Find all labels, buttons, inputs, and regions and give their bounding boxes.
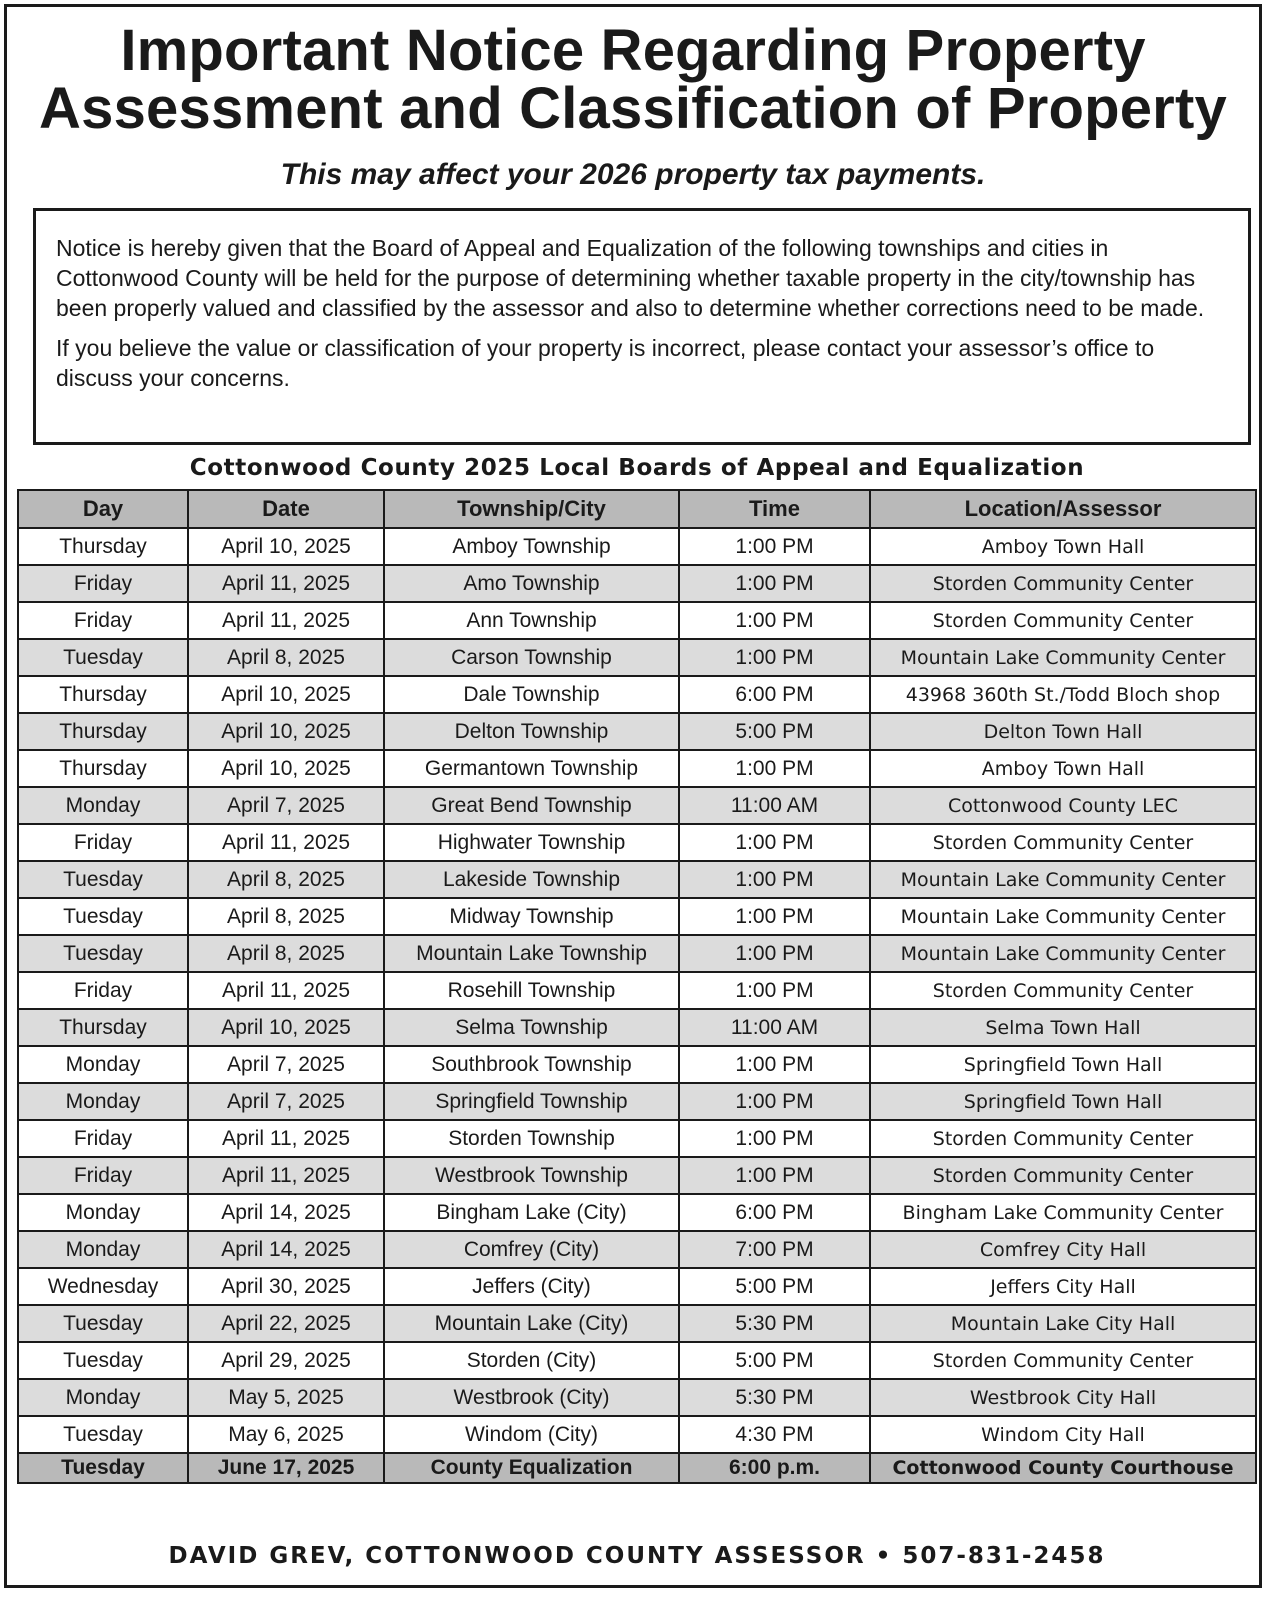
cell-township-city: Dale Township (384, 676, 679, 713)
cell-date: April 10, 2025 (188, 528, 384, 565)
cell-day: Monday (18, 1083, 188, 1120)
cell-township-city: Westbrook (City) (384, 1379, 679, 1416)
cell-township-city: Storden (City) (384, 1342, 679, 1379)
cell-township-city: Amo Township (384, 565, 679, 602)
title-line-2: Assessment and Classification of Property (39, 76, 1227, 141)
cell-township-city: Mountain Lake Township (384, 935, 679, 972)
cell-date: April 8, 2025 (188, 935, 384, 972)
table-row (18, 713, 1256, 750)
cell-location: Storden Community Center (870, 1120, 1256, 1157)
cell-township-city: Springfield Township (384, 1083, 679, 1120)
cell-date: April 11, 2025 (188, 824, 384, 861)
cell-time: 5:30 PM (679, 1379, 870, 1416)
table-row (18, 528, 1256, 565)
cell-location: Storden Community Center (870, 1157, 1256, 1194)
table-row (18, 1120, 1256, 1157)
cell-location: Mountain Lake Community Center (870, 639, 1256, 676)
cell-day: Monday (18, 1046, 188, 1083)
cell-time: 1:00 PM (679, 1120, 870, 1157)
header-location: Location/Assessor (870, 490, 1256, 528)
cell-time: 5:00 PM (679, 1268, 870, 1305)
cell-day: Tuesday (18, 1453, 188, 1483)
cell-township-city: Delton Township (384, 713, 679, 750)
cell-time: 1:00 PM (679, 639, 870, 676)
cell-day: Friday (18, 565, 188, 602)
cell-time: 1:00 PM (679, 824, 870, 861)
cell-day: Monday (18, 1379, 188, 1416)
page-title (0, 18, 1266, 141)
cell-location: Mountain Lake Community Center (870, 898, 1256, 935)
cell-location: Cottonwood County Courthouse (870, 1453, 1256, 1483)
cell-date: April 30, 2025 (188, 1268, 384, 1305)
table-row (18, 1305, 1256, 1342)
cell-date: April 22, 2025 (188, 1305, 384, 1342)
cell-date: April 10, 2025 (188, 750, 384, 787)
footer-contact: DAVID GREV, COTTONWOOD COUNTY ASSESSOR • 507-831-2458 (168, 1543, 1106, 1569)
cell-location: Bingham Lake Community Center (870, 1194, 1256, 1231)
table-row (18, 1342, 1256, 1379)
cell-location: Storden Community Center (870, 972, 1256, 1009)
table-row (18, 1194, 1256, 1231)
cell-time: 1:00 PM (679, 602, 870, 639)
cell-location: Delton Town Hall (870, 713, 1256, 750)
cell-time: 1:00 PM (679, 565, 870, 602)
table-row (18, 1046, 1256, 1083)
cell-location: Storden Community Center (870, 1342, 1256, 1379)
cell-township-city: Highwater Township (384, 824, 679, 861)
cell-date: April 11, 2025 (188, 1120, 384, 1157)
cell-township-city: Amboy Township (384, 528, 679, 565)
cell-date: June 17, 2025 (188, 1453, 384, 1483)
cell-date: April 10, 2025 (188, 713, 384, 750)
header-township-city: Township/City (384, 490, 679, 528)
cell-date: April 8, 2025 (188, 861, 384, 898)
cell-time: 1:00 PM (679, 750, 870, 787)
cell-date: April 11, 2025 (188, 972, 384, 1009)
table-row (18, 972, 1256, 1009)
table-row (18, 1268, 1256, 1305)
cell-location: Storden Community Center (870, 602, 1256, 639)
cell-date: April 14, 2025 (188, 1194, 384, 1231)
cell-date: April 11, 2025 (188, 565, 384, 602)
subtitle: This may affect your 2026 property tax payments. (280, 158, 986, 191)
header-day: Day (18, 490, 188, 528)
cell-time: 1:00 PM (679, 528, 870, 565)
cell-township-city: Carson Township (384, 639, 679, 676)
cell-date: May 5, 2025 (188, 1379, 384, 1416)
cell-day: Tuesday (18, 1342, 188, 1379)
cell-date: April 11, 2025 (188, 1157, 384, 1194)
table-row (18, 1009, 1256, 1046)
table-row (18, 602, 1256, 639)
cell-location: Storden Community Center (870, 565, 1256, 602)
cell-location: Storden Community Center (870, 824, 1256, 861)
cell-location: Amboy Town Hall (870, 528, 1256, 565)
cell-time: 5:00 PM (679, 713, 870, 750)
cell-time: 1:00 PM (679, 935, 870, 972)
cell-township-city: Germantown Township (384, 750, 679, 787)
cell-date: April 8, 2025 (188, 898, 384, 935)
table-row (18, 565, 1256, 602)
table-row (18, 787, 1256, 824)
cell-township-city: Mountain Lake (City) (384, 1305, 679, 1342)
cell-township-city: Rosehill Township (384, 972, 679, 1009)
cell-day: Tuesday (18, 935, 188, 972)
cell-township-city: Ann Township (384, 602, 679, 639)
cell-day: Thursday (18, 528, 188, 565)
table-row (18, 676, 1256, 713)
cell-day: Friday (18, 1157, 188, 1194)
title-line-1: Important Notice Regarding Property (120, 18, 1146, 83)
cell-day: Tuesday (18, 1416, 188, 1453)
table-row (18, 1157, 1256, 1194)
table-row (18, 1083, 1256, 1120)
cell-township-city: Selma Township (384, 1009, 679, 1046)
notice-paragraph-1: Notice is hereby given that the Board of Appeal and Equalization of the following townships and cities in Cottonwood County will be held for the purpose of determining whether taxable property in the city/township has been properly valued and classified by the assessor and also to determine whether corrections need to be made. (56, 235, 1205, 321)
cell-day: Friday (18, 824, 188, 861)
table-row (18, 639, 1256, 676)
cell-township-city: Storden Township (384, 1120, 679, 1157)
cell-township-city: Midway Township (384, 898, 679, 935)
cell-location: Mountain Lake Community Center (870, 935, 1256, 972)
cell-day: Wednesday (18, 1268, 188, 1305)
cell-location: Comfrey City Hall (870, 1231, 1256, 1268)
cell-day: Thursday (18, 676, 188, 713)
county-equalization-row (18, 1453, 1256, 1483)
cell-township-city: County Equalization (384, 1453, 679, 1483)
cell-day: Thursday (18, 713, 188, 750)
cell-location: Mountain Lake Community Center (870, 861, 1256, 898)
header-date: Date (188, 490, 384, 528)
table-header-row (18, 490, 1256, 528)
cell-date: April 10, 2025 (188, 1009, 384, 1046)
table-row (18, 1379, 1256, 1416)
cell-time: 1:00 PM (679, 1046, 870, 1083)
cell-time: 5:00 PM (679, 1342, 870, 1379)
table-row (18, 824, 1256, 861)
cell-time: 1:00 PM (679, 972, 870, 1009)
cell-date: April 7, 2025 (188, 787, 384, 824)
cell-township-city: Bingham Lake (City) (384, 1194, 679, 1231)
cell-day: Tuesday (18, 639, 188, 676)
cell-location: Amboy Town Hall (870, 750, 1256, 787)
cell-day: Tuesday (18, 1305, 188, 1342)
cell-time: 1:00 PM (679, 861, 870, 898)
cell-day: Tuesday (18, 898, 188, 935)
cell-date: April 11, 2025 (188, 602, 384, 639)
cell-location: Mountain Lake City Hall (870, 1305, 1256, 1342)
notice-box (33, 208, 1251, 445)
cell-time: 1:00 PM (679, 1083, 870, 1120)
cell-day: Thursday (18, 750, 188, 787)
cell-time: 6:00 p.m. (679, 1453, 870, 1483)
cell-date: April 8, 2025 (188, 639, 384, 676)
cell-township-city: Great Bend Township (384, 787, 679, 824)
cell-location: Cottonwood County LEC (870, 787, 1256, 824)
notice-paragraph-2: If you believe the value or classification of your property is incorrect, please contact your assessor’s office to discuss your concerns. (56, 335, 1155, 391)
cell-time: 11:00 AM (679, 787, 870, 824)
cell-day: Friday (18, 972, 188, 1009)
cell-location: Springfield Town Hall (870, 1083, 1256, 1120)
cell-date: April 10, 2025 (188, 676, 384, 713)
cell-day: Monday (18, 787, 188, 824)
cell-date: April 7, 2025 (188, 1083, 384, 1120)
cell-time: 6:00 PM (679, 1194, 870, 1231)
cell-time: 11:00 AM (679, 1009, 870, 1046)
cell-day: Thursday (18, 1009, 188, 1046)
cell-time: 6:00 PM (679, 676, 870, 713)
cell-date: April 7, 2025 (188, 1046, 384, 1083)
schedule-table-title: Cottonwood County 2025 Local Boards of Appeal and Equalization (189, 455, 1085, 481)
cell-location: Westbrook City Hall (870, 1379, 1256, 1416)
cell-township-city: Windom (City) (384, 1416, 679, 1453)
header-time: Time (679, 490, 870, 528)
cell-time: 1:00 PM (679, 1157, 870, 1194)
table-row (18, 1416, 1256, 1453)
cell-date: May 6, 2025 (188, 1416, 384, 1453)
cell-township-city: Comfrey (City) (384, 1231, 679, 1268)
table-row (18, 750, 1256, 787)
cell-day: Tuesday (18, 861, 188, 898)
cell-township-city: Westbrook Township (384, 1157, 679, 1194)
cell-day: Monday (18, 1231, 188, 1268)
cell-day: Friday (18, 1120, 188, 1157)
table-row (18, 898, 1256, 935)
cell-township-city: Jeffers (City) (384, 1268, 679, 1305)
cell-township-city: Lakeside Township (384, 861, 679, 898)
cell-date: April 29, 2025 (188, 1342, 384, 1379)
cell-date: April 14, 2025 (188, 1231, 384, 1268)
cell-location: Springfield Town Hall (870, 1046, 1256, 1083)
cell-time: 5:30 PM (679, 1305, 870, 1342)
cell-location: Jeffers City Hall (870, 1268, 1256, 1305)
table-row (18, 861, 1256, 898)
cell-day: Monday (18, 1194, 188, 1231)
table-body (18, 528, 1256, 1483)
cell-location: 43968 360th St./Todd Bloch shop (870, 676, 1256, 713)
cell-time: 1:00 PM (679, 898, 870, 935)
cell-township-city: Southbrook Township (384, 1046, 679, 1083)
cell-time: 7:00 PM (679, 1231, 870, 1268)
table-row (18, 1231, 1256, 1268)
cell-day: Friday (18, 602, 188, 639)
cell-location: Windom City Hall (870, 1416, 1256, 1453)
table-row (18, 935, 1256, 972)
cell-time: 4:30 PM (679, 1416, 870, 1453)
schedule-table (17, 489, 1257, 1484)
cell-location: Selma Town Hall (870, 1009, 1256, 1046)
